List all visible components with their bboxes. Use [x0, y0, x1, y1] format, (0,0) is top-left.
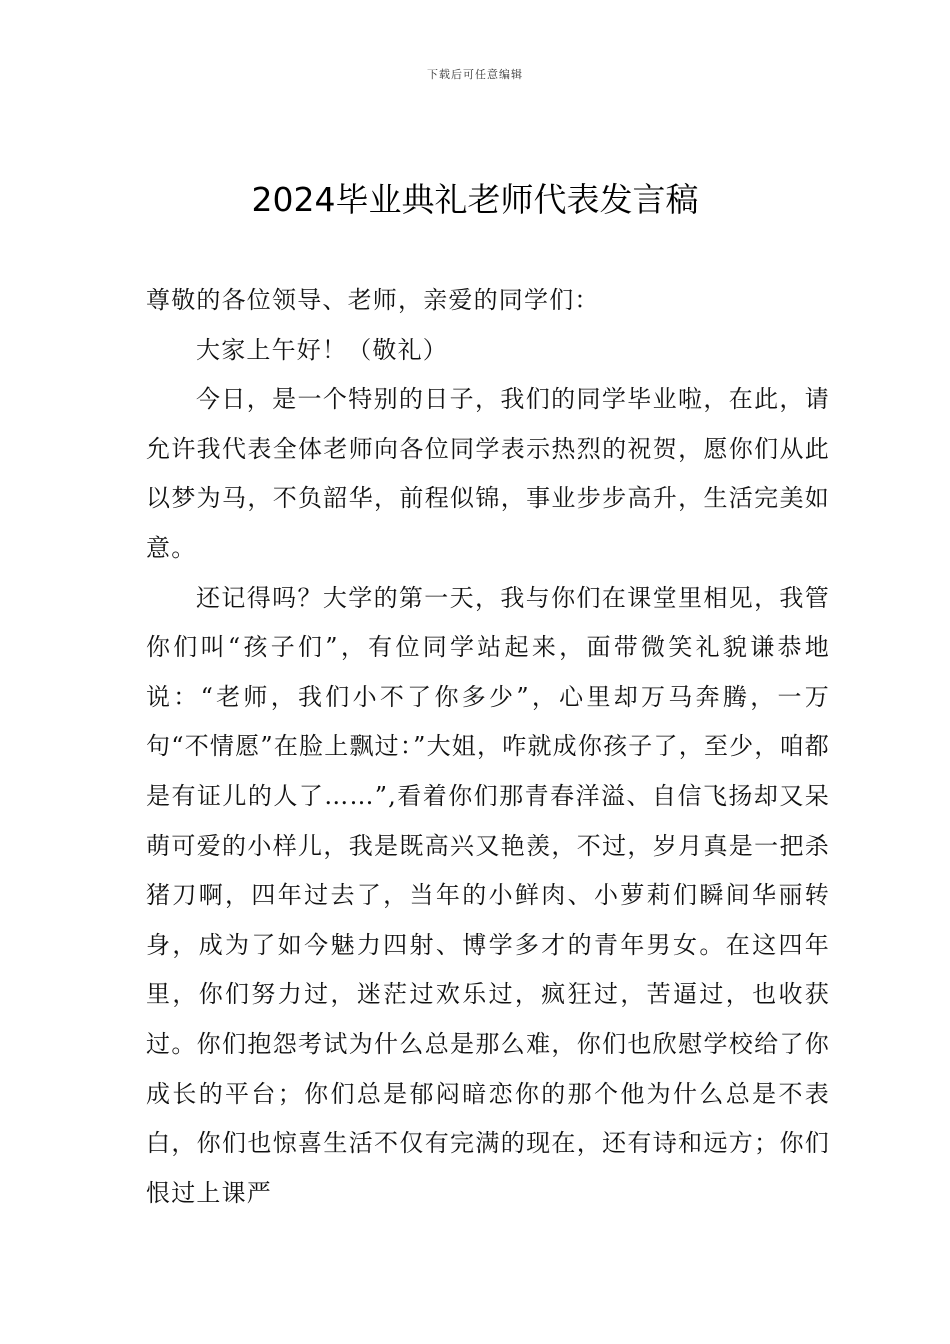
header-note: 下载后可任意编辑 — [427, 68, 523, 81]
paragraph-congratulations: 今日，是一个特别的日子，我们的同学毕业啦，在此，请允许我代表全体老师向各位同学表示热烈的祝贺，愿你们从此以梦为马，不负韶华，前程似锦，事业步步高升，生活完美如意。 — [146, 385, 830, 562]
salutation: 尊敬的各位领导、老师，亲爱的同学们： — [146, 286, 600, 314]
paragraph-memories: 还记得吗？大学的第一天，我与你们在课堂里相见，我管你们叫“孩子们”，有位同学站起来，面带微笑礼貌谦恭地说：“老师，我们小不了你多少”，心里却万马奔腾，一万句“不情愿”在脸上飘过：”大姐，咋就成你孩子了，至少，咱都是有证儿的人了……”,看着你们那青春洋溢、自信飞扬却又呆萌可爱的小样儿，我是既高兴又艳羡，不过，岁月真是一把杀猪刀啊，四年过去了，当年的小鲜肉、小萝莉们瞬间华丽转身，成为了如今魅力四射、博学多才的青年男女。在这四年里，你们努力过，迷茫过欢乐过，疯狂过，苦逼过，也收获过。你们抱怨考试为什么总是那么难，你们也欣慰学校给了你成长的平台；你们总是郁闷暗恋你的那个他为什么总是不表白，你们也惊喜生活不仅有完满的现在，还有诗和远方；你们恨过上课严 — [146, 583, 830, 1207]
document-body — [146, 276, 830, 1218]
paragraph-greeting: 大家上午好！（敬礼） — [196, 335, 448, 364]
document-title: 2024毕业典礼老师代表发言稿 — [251, 180, 699, 219]
